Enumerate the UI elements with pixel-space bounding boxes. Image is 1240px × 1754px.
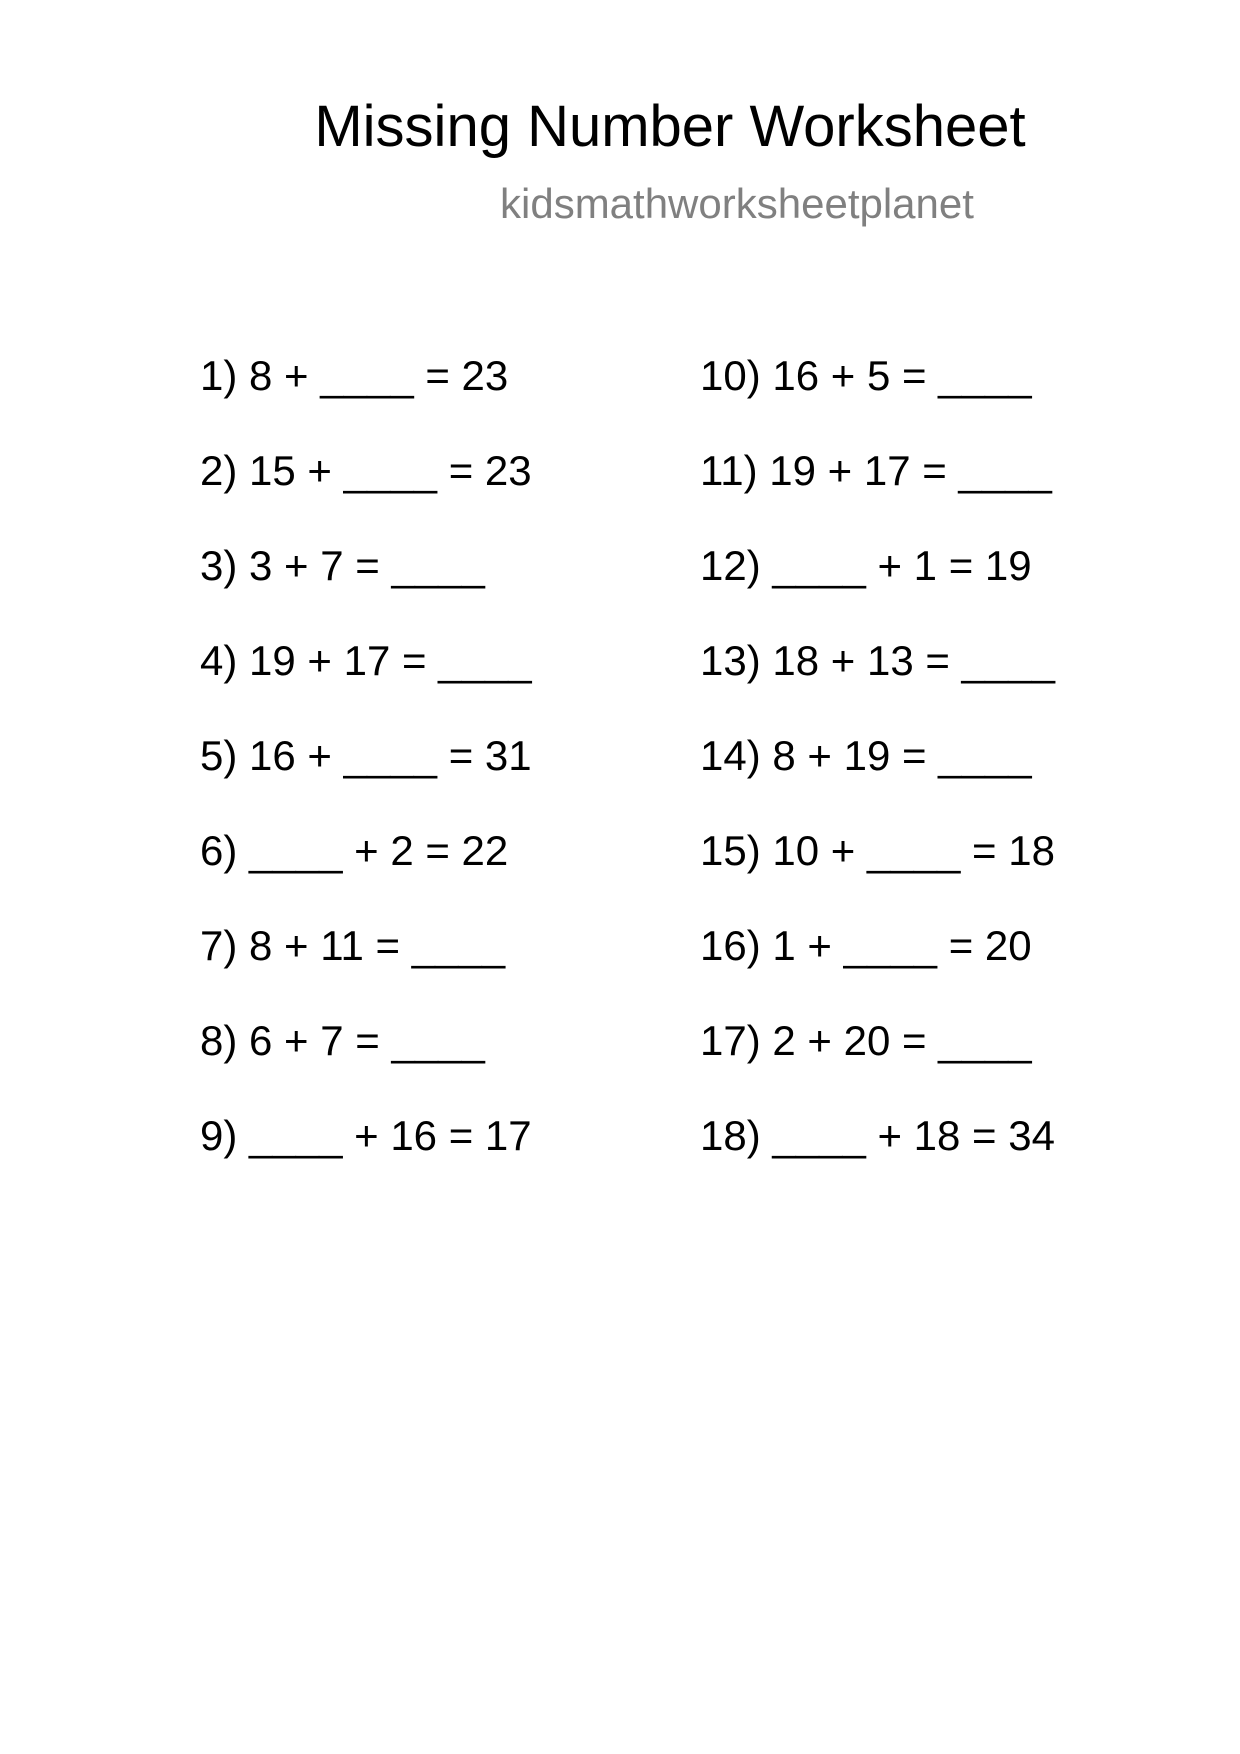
problem-14: 14) 8 + 19 = ____ (700, 732, 1032, 779)
problem-15: 15) 10 + ____ = 18 (700, 827, 1055, 874)
problem-3: 3) 3 + 7 = ____ (200, 542, 485, 589)
problem-6: 6) ____ + 2 = 22 (200, 827, 509, 874)
problem-5: 5) 16 + ____ = 31 (200, 732, 532, 779)
problem-9: 9) ____ + 16 = 17 (200, 1112, 532, 1159)
site-name: kidsmathworksheetplanet (500, 180, 974, 227)
problem-11: 11) 19 + 17 = ____ (700, 447, 1052, 494)
problem-13: 13) 18 + 13 = ____ (700, 637, 1055, 684)
problem-18: 18) ____ + 18 = 34 (700, 1112, 1055, 1159)
page-title: Missing Number Worksheet (314, 94, 1026, 159)
problem-2: 2) 15 + ____ = 23 (200, 447, 532, 494)
problem-7: 7) 8 + 11 = ____ (200, 922, 506, 969)
problem-1: 1) 8 + ____ = 23 (200, 352, 509, 399)
problems-left-column (200, 350, 532, 1205)
problem-16: 16) 1 + ____ = 20 (700, 922, 1032, 969)
problems-right-column (700, 350, 1055, 1205)
problem-12: 12) ____ + 1 = 19 (700, 542, 1032, 589)
problem-17: 17) 2 + 20 = ____ (700, 1017, 1032, 1064)
problem-10: 10) 16 + 5 = ____ (700, 352, 1032, 399)
problem-4: 4) 19 + 17 = ____ (200, 637, 532, 684)
problem-8: 8) 6 + 7 = ____ (200, 1017, 485, 1064)
